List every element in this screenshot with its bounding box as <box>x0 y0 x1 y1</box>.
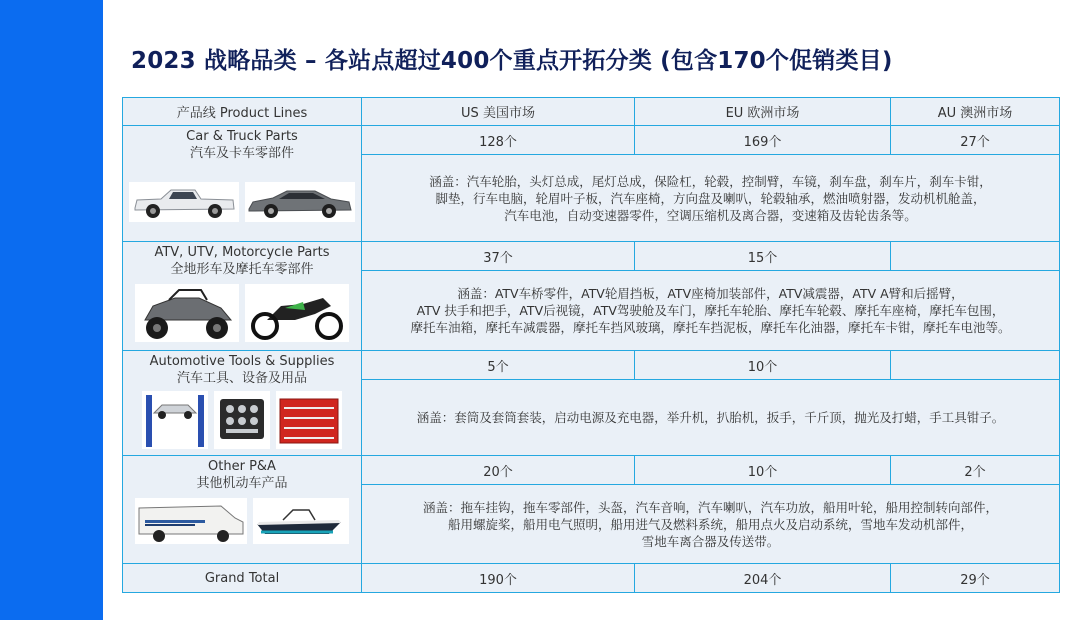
desc-line: 涵盖：套筒及套筒套装，启动电源及充电器，举升机，扒胎机，扳手，千斤顶，抛光及打蜡，手工具钳子。 <box>416 410 1005 425</box>
desc-line: 雪地车离合器及传送带。 <box>641 533 780 549</box>
rv-image <box>135 498 247 544</box>
car-lift-image <box>142 391 208 449</box>
col-header-product-lines: 产品线 Product Lines <box>123 98 362 126</box>
col-header-eu: EU 欧洲市场 <box>635 98 891 126</box>
eu-count: 10个 <box>635 351 891 380</box>
table-row <box>123 126 1060 155</box>
eu-count: 15个 <box>635 242 891 271</box>
product-line-name-en: Other P&A <box>208 459 276 474</box>
category-description <box>362 485 1060 564</box>
left-accent-bar <box>0 0 103 620</box>
product-line-cell <box>123 126 362 242</box>
us-count: 20个 <box>362 456 635 485</box>
desc-line: 摩托车油箱，摩托车减震器，摩托车挡风玻璃，摩托车挡泥板，摩托车化油器，摩托车卡钳，摩托车电池等。 <box>410 320 1011 335</box>
grand-total-row <box>123 564 1060 593</box>
grand-total-label: Grand Total <box>123 564 362 593</box>
desc-line: 涵盖：ATV车桥零件，ATV轮眉挡板，ATV座椅加装部件，ATV减震器，ATV A臂和后摇臂， <box>457 286 964 301</box>
table-header-row <box>123 98 1060 126</box>
category-description <box>362 155 1060 242</box>
desc-line: 船用螺旋桨，船用电气照明，船用进气及燃料系统，船用点火及启动系统，雪地车发动机部件， <box>447 516 973 532</box>
motorcycle-image <box>245 284 349 342</box>
pickup-truck-image <box>129 182 239 222</box>
product-line-cell <box>123 456 362 564</box>
grand-total-eu: 204个 <box>635 564 891 593</box>
product-line-name-zh: 全地形车及摩托车零部件 <box>170 262 314 277</box>
eu-count: 169个 <box>635 126 891 155</box>
grand-total-us: 190个 <box>362 564 635 593</box>
us-count: 5个 <box>362 351 635 380</box>
tool-chest-image <box>276 391 342 449</box>
au-count: 27个 <box>891 126 1060 155</box>
us-count: 37个 <box>362 242 635 271</box>
strategy-table <box>122 97 1060 593</box>
table-row <box>123 242 1060 271</box>
product-line-name-en: Automotive Tools & Supplies <box>149 354 335 369</box>
us-count: 128个 <box>362 126 635 155</box>
desc-line: 脚垫，行车电脑，轮眉叶子板，汽车座椅，方向盘及喇叭，轮毂轴承，燃油喷射器，发动机机舱盖， <box>435 190 986 206</box>
grand-total-au: 29个 <box>891 564 1060 593</box>
utv-image <box>135 284 239 342</box>
au-count <box>891 242 1060 271</box>
col-header-au: AU 澳洲市场 <box>891 98 1060 126</box>
product-line-name-en: Car & Truck Parts <box>186 129 298 144</box>
au-count: 2个 <box>891 456 1060 485</box>
table-row <box>123 351 1060 380</box>
sedan-car-image <box>245 182 355 222</box>
product-line-cell <box>123 242 362 351</box>
desc-line: 汽车电池，自动变速器零件，空调压缩机及离合器，变速箱及齿轮齿条等。 <box>504 207 917 223</box>
eu-count: 10个 <box>635 456 891 485</box>
table-row <box>123 456 1060 485</box>
product-line-name-zh: 汽车及卡车零部件 <box>189 146 294 161</box>
au-count <box>891 351 1060 380</box>
product-line-name-en: ATV, UTV, Motorcycle Parts <box>154 245 330 260</box>
socket-set-image <box>214 391 270 449</box>
desc-line: ATV 扶手和把手，ATV后视镜，ATV驾驶舱及车门，摩托车轮胎、摩托车轮毂、摩托车座椅，摩托车包围， <box>416 303 1005 318</box>
product-line-cell <box>123 351 362 456</box>
category-description <box>362 271 1060 351</box>
desc-line: 涵盖：拖车挂钩，拖车零部件，头盔，汽车音响，汽车喇叭，汽车功放，船用叶轮，船用控制转向部件， <box>422 499 998 515</box>
col-header-us: US 美国市场 <box>362 98 635 126</box>
desc-line: 涵盖：汽车轮胎，头灯总成，尾灯总成，保险杠，轮毂，控制臂，车镜，刹车盘，刹车片，刹车卡钳， <box>429 173 992 189</box>
page-title: 2023 战略品类 – 各站点超过400个重点开拓分类 (包含170个促销类目) <box>131 48 893 74</box>
product-line-name-zh: 其他机动车产品 <box>196 476 288 491</box>
boat-image <box>253 498 349 544</box>
category-description <box>362 380 1060 456</box>
product-line-name-zh: 汽车工具、设备及用品 <box>176 371 307 386</box>
